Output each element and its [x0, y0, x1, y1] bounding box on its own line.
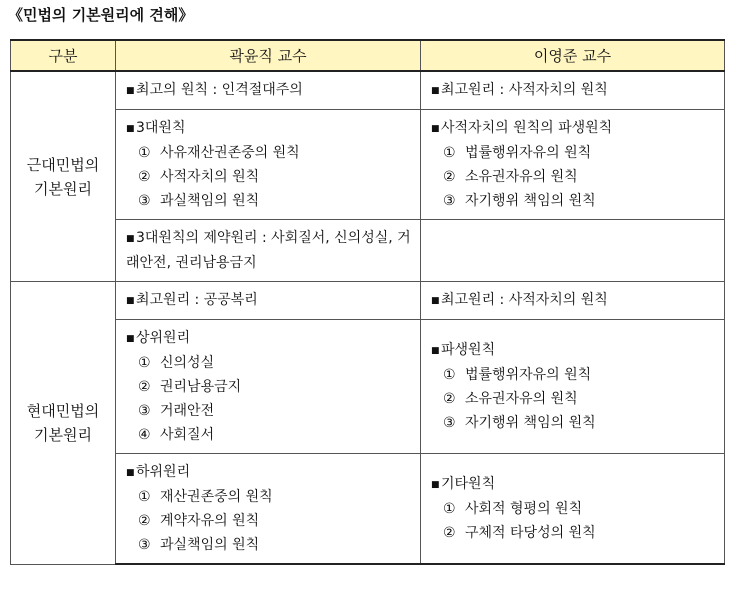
- table-row: [11, 282, 725, 320]
- item-number: ④: [138, 427, 151, 443]
- principle-item: [126, 165, 416, 189]
- table-row: [11, 71, 725, 110]
- bullet-icon: ■: [126, 124, 135, 134]
- category-label: 현대민법의: [26, 401, 100, 420]
- lee-cell: [421, 320, 725, 454]
- bullet-icon: ■: [126, 468, 135, 478]
- principle-item: [431, 497, 720, 521]
- principle-heading: [431, 338, 720, 363]
- item-number: ①: [443, 367, 456, 383]
- lee-cell: [421, 454, 725, 565]
- category-cell: [11, 71, 116, 282]
- principle-item: [431, 363, 720, 387]
- principle-item: [431, 411, 720, 435]
- principle-heading-text: 하위원리: [136, 464, 191, 480]
- principle-heading: [431, 116, 720, 141]
- principle-heading: [126, 226, 416, 275]
- kwak-cell: [116, 110, 421, 220]
- bullet-icon: ■: [431, 124, 440, 134]
- table-row: [11, 454, 725, 565]
- lee-cell: [421, 71, 725, 110]
- item-text: 과실책임의 원칙: [160, 537, 260, 553]
- item-text: 사유재산권존중의 원칙: [160, 145, 300, 161]
- principle-heading-text: 사적자치의 원칙의 파생원칙: [441, 120, 613, 136]
- item-number: ②: [138, 379, 151, 395]
- table-body: [11, 71, 725, 564]
- header-professor-kwak: 곽윤직 교수: [116, 40, 421, 71]
- item-number: ①: [443, 501, 456, 517]
- category-cell: [11, 282, 116, 565]
- kwak-cell: [116, 282, 421, 320]
- principle-heading: [431, 78, 720, 103]
- item-text: 구체적 타당성의 원칙: [465, 525, 596, 541]
- table-row: [11, 110, 725, 220]
- item-number: ①: [138, 489, 151, 505]
- principle-item: [126, 533, 416, 557]
- item-number: ②: [443, 169, 456, 185]
- principle-item: [126, 189, 416, 213]
- kwak-cell: [116, 220, 421, 282]
- item-number: ③: [138, 537, 151, 553]
- table-row: [11, 320, 725, 454]
- item-number: ①: [138, 145, 151, 161]
- bullet-icon: ■: [431, 346, 440, 356]
- principle-heading: [126, 288, 416, 313]
- principle-heading-text: 상위원리: [136, 330, 191, 346]
- principle-heading: [126, 116, 416, 141]
- principle-item: [126, 399, 416, 423]
- bullet-icon: ■: [431, 480, 440, 490]
- header-category: 구분: [11, 40, 116, 71]
- bullet-icon: ■: [126, 296, 135, 306]
- item-text: 소유권자유의 원칙: [465, 169, 578, 185]
- header-professor-lee: 이영준 교수: [421, 40, 725, 71]
- lee-cell: [421, 282, 725, 320]
- principle-item: [431, 165, 720, 189]
- principle-heading-text: 최고의 원칙 : 인격절대주의: [136, 82, 303, 98]
- item-text: 법률행위자유의 원칙: [465, 367, 592, 383]
- principle-heading-text: 최고원리 : 사적자치의 원칙: [441, 82, 608, 98]
- item-text: 신의성실: [160, 355, 215, 371]
- item-text: 재산권존중의 원칙: [160, 489, 273, 505]
- principle-item: [126, 485, 416, 509]
- principle-heading-text: 3대원칙의 제약원리 : 사회질서, 신의성실, 거래안전, 권리남용금지: [126, 230, 411, 271]
- principle-heading: [431, 472, 720, 497]
- principle-heading: [431, 288, 720, 313]
- item-number: ②: [443, 525, 456, 541]
- principle-item: [126, 375, 416, 399]
- principle-heading-text: 기타원칙: [441, 476, 496, 492]
- principle-heading-text: 최고원리 : 공공복리: [136, 292, 258, 308]
- item-text: 사회적 형평의 원칙: [465, 501, 583, 517]
- item-number: ①: [443, 145, 456, 161]
- category-label: 기본원리: [34, 179, 92, 198]
- item-number: ③: [443, 193, 456, 209]
- item-text: 사회질서: [160, 427, 215, 443]
- bullet-icon: ■: [126, 334, 135, 344]
- kwak-cell: [116, 71, 421, 110]
- item-text: 소유권자유의 원칙: [465, 391, 578, 407]
- table-header-row: [11, 40, 725, 71]
- item-text: 자기행위 책임의 원칙: [465, 415, 596, 431]
- item-text: 권리남용금지: [160, 379, 242, 395]
- table-row: [11, 220, 725, 282]
- lee-cell: [421, 110, 725, 220]
- principle-item: [431, 189, 720, 213]
- item-text: 과실책임의 원칙: [160, 193, 260, 209]
- category-label: 근대민법의: [26, 155, 100, 174]
- bullet-icon: ■: [126, 86, 135, 96]
- principle-item: [431, 141, 720, 165]
- principle-item: [431, 521, 720, 545]
- principle-heading: [126, 326, 416, 351]
- bullet-icon: ■: [126, 234, 135, 244]
- kwak-cell: [116, 454, 421, 565]
- principle-item: [126, 141, 416, 165]
- item-text: 계약자유의 원칙: [160, 513, 260, 529]
- principle-heading-text: 최고원리 : 사적자치의 원칙: [441, 292, 608, 308]
- item-text: 사적자치의 원칙: [160, 169, 260, 185]
- item-number: ③: [138, 193, 151, 209]
- principle-item: [431, 387, 720, 411]
- bullet-icon: ■: [431, 296, 440, 306]
- principle-item: [126, 509, 416, 533]
- item-number: ②: [138, 169, 151, 185]
- principle-heading: [126, 460, 416, 485]
- principles-table: [10, 39, 725, 565]
- item-number: ②: [138, 513, 151, 529]
- item-number: ③: [138, 403, 151, 419]
- principle-item: [126, 423, 416, 447]
- item-text: 거래안전: [160, 403, 215, 419]
- item-number: ①: [138, 355, 151, 371]
- lee-cell: [421, 220, 725, 282]
- item-number: ②: [443, 391, 456, 407]
- item-text: 자기행위 책임의 원칙: [465, 193, 596, 209]
- principle-heading: [126, 78, 416, 103]
- kwak-cell: [116, 320, 421, 454]
- document-title: 《민법의 기본원리에 견해》: [8, 6, 194, 24]
- category-label: 기본원리: [34, 425, 92, 444]
- principle-heading-text: 3대원칙: [136, 120, 186, 136]
- principle-heading-text: 파생원칙: [441, 342, 496, 358]
- item-text: 법률행위자유의 원칙: [465, 145, 592, 161]
- item-number: ③: [443, 415, 456, 431]
- principle-item: [126, 351, 416, 375]
- bullet-icon: ■: [431, 86, 440, 96]
